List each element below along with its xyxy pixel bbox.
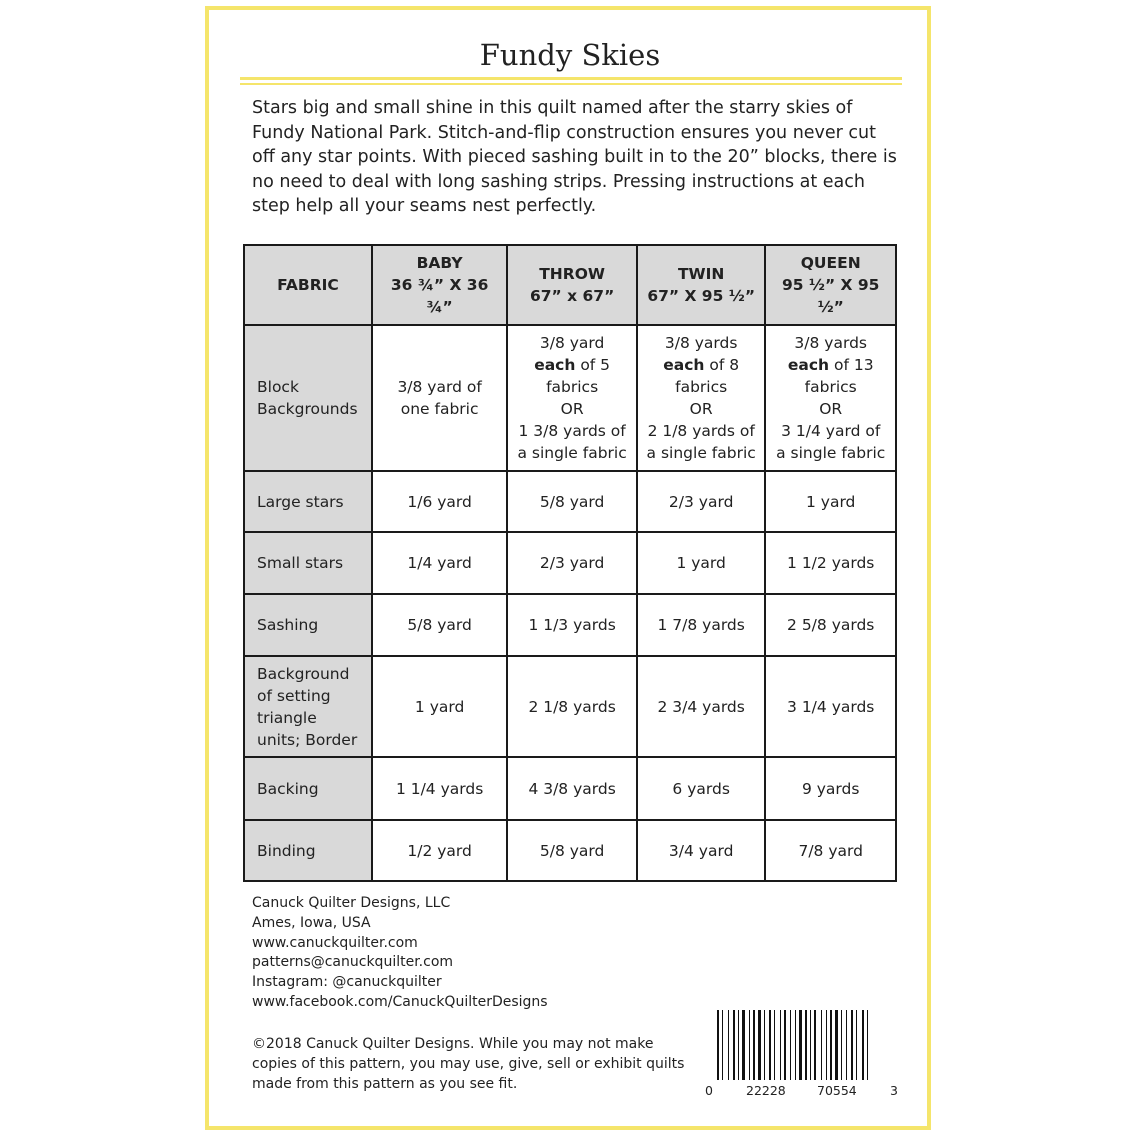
barcode-bar bbox=[769, 1010, 771, 1080]
row-label-block-backgrounds: Block Backgrounds bbox=[244, 325, 372, 471]
intro-paragraph: Stars big and small shine in this quilt named after the starry skies of Fundy National Park. Stitch-and-flip construction ensures you never cut off any star points. With pieced sashing built in to the 20” blocks, there is no need to deal with long sashing strips. Pressing instructions at each step help all your seams nest perfectly. bbox=[252, 98, 897, 216]
barcode-bar bbox=[717, 1010, 719, 1080]
cell-baby: 1 yard bbox=[372, 656, 507, 757]
barcode-bar bbox=[742, 1010, 745, 1080]
cell-queen: 3/8 yards each of 13 fabrics OR 3 1/4 yard of a single fabric bbox=[765, 325, 896, 471]
table-row bbox=[244, 656, 896, 757]
barcode-bar bbox=[867, 1010, 868, 1080]
copyright-notice: ©2018 Canuck Quilter Designs. While you may not make copies of this pattern, you may use, give, sell or exhibit quilts made from this pattern as you see fit. bbox=[252, 1036, 685, 1092]
barcode-bar bbox=[851, 1010, 853, 1080]
cell-baby: 1/2 yard bbox=[372, 820, 507, 881]
facebook-link[interactable]: www.facebook.com/CanuckQuilterDesigns bbox=[252, 993, 548, 1010]
fabric-requirements-table bbox=[243, 244, 897, 882]
barcode-bar bbox=[758, 1010, 761, 1080]
company-location: Ames, Iowa, USA bbox=[252, 914, 371, 931]
row-label: Backing bbox=[244, 757, 372, 820]
row-label: Large stars bbox=[244, 471, 372, 532]
header-twin: TWIN 67” X 95 ½” bbox=[637, 245, 766, 325]
barcode-bar bbox=[728, 1010, 729, 1080]
barcode-bar bbox=[790, 1010, 791, 1080]
barcode-bar bbox=[805, 1010, 807, 1080]
cell-queen: 1 1/2 yards bbox=[765, 532, 896, 594]
barcode-bar bbox=[795, 1010, 796, 1080]
barcode-digit-check: 3 bbox=[890, 1083, 898, 1098]
barcode-digits-right: 70554 bbox=[817, 1083, 857, 1098]
barcode-bar bbox=[764, 1010, 765, 1080]
barcode-bar bbox=[753, 1010, 755, 1080]
barcode-bar bbox=[749, 1010, 750, 1080]
barcode-bar bbox=[830, 1010, 832, 1080]
cell-throw: 2/3 yard bbox=[507, 532, 637, 594]
cell-twin: 3/8 yards each of 8 fabrics OR 2 1/8 yards of a single fabric bbox=[637, 325, 766, 471]
barcode-bar bbox=[780, 1010, 781, 1080]
cell-queen: 2 5/8 yards bbox=[765, 594, 896, 656]
table-row bbox=[244, 325, 896, 471]
barcode-digit-prefix: 0 bbox=[705, 1083, 713, 1098]
cell-baby: 1 1/4 yards bbox=[372, 757, 507, 820]
cell-queen: 9 yards bbox=[765, 757, 896, 820]
cell-twin: 1 yard bbox=[637, 532, 766, 594]
barcode-bar bbox=[814, 1010, 816, 1080]
barcode-bar bbox=[821, 1010, 822, 1080]
contact-block bbox=[252, 894, 548, 1013]
barcode-bar bbox=[826, 1010, 827, 1080]
cell-baby: 1/6 yard bbox=[372, 471, 507, 532]
barcode-bar bbox=[738, 1010, 739, 1080]
header-baby: BABY 36 ¾” X 36 ¾” bbox=[372, 245, 507, 325]
cell-throw: 3/8 yard each of 5 fabrics OR 1 3/8 yards of a single fabric bbox=[507, 325, 637, 471]
barcode-bar bbox=[722, 1010, 723, 1080]
barcode-digits-left: 22228 bbox=[746, 1083, 786, 1098]
website-link[interactable]: www.canuckquilter.com bbox=[252, 934, 418, 951]
header-queen: QUEEN 95 ½” X 95 ½” bbox=[765, 245, 896, 325]
cell-twin: 2/3 yard bbox=[637, 471, 766, 532]
barcode-bar bbox=[774, 1010, 775, 1080]
cell-throw: 4 3/8 yards bbox=[507, 757, 637, 820]
cell-queen: 7/8 yard bbox=[765, 820, 896, 881]
barcode-bar bbox=[733, 1010, 735, 1080]
cell-twin: 2 3/4 yards bbox=[637, 656, 766, 757]
cell-baby: 1/4 yard bbox=[372, 532, 507, 594]
barcode-bar bbox=[841, 1010, 842, 1080]
barcode-bar bbox=[846, 1010, 847, 1080]
page-title: Fundy Skies bbox=[479, 38, 661, 72]
barcode-bar bbox=[799, 1010, 802, 1080]
header-fabric: FABRIC bbox=[244, 245, 372, 325]
cell-twin: 6 yards bbox=[637, 757, 766, 820]
row-label: Binding bbox=[244, 820, 372, 881]
barcode-bar bbox=[856, 1010, 857, 1080]
barcode bbox=[705, 1008, 900, 1103]
header-throw: THROW 67” x 67” bbox=[507, 245, 637, 325]
table-header-row bbox=[244, 245, 896, 325]
cell-throw: 1 1/3 yards bbox=[507, 594, 637, 656]
title-rule bbox=[240, 77, 902, 85]
table-row bbox=[244, 594, 896, 656]
barcode-bar bbox=[810, 1010, 811, 1080]
cell-throw: 5/8 yard bbox=[507, 820, 637, 881]
email-link[interactable]: patterns@canuckquilter.com bbox=[252, 954, 454, 971]
cell-throw: 2 1/8 yards bbox=[507, 656, 637, 757]
barcode-bar bbox=[784, 1010, 786, 1080]
row-label: Sashing bbox=[244, 594, 372, 656]
row-label: Background of setting triangle units; Border bbox=[244, 656, 372, 757]
instagram-handle[interactable]: Instagram: @canuckquilter bbox=[252, 974, 442, 991]
table-row bbox=[244, 757, 896, 820]
table-row bbox=[244, 820, 896, 881]
cell-twin: 3/4 yard bbox=[637, 820, 766, 881]
cell-queen: 3 1/4 yards bbox=[765, 656, 896, 757]
barcode-bar bbox=[835, 1010, 838, 1080]
cell-throw: 5/8 yard bbox=[507, 471, 637, 532]
barcode-bar bbox=[862, 1010, 864, 1080]
cell-baby: 3/8 yard of one fabric bbox=[372, 325, 507, 471]
cell-twin: 1 7/8 yards bbox=[637, 594, 766, 656]
cell-baby: 5/8 yard bbox=[372, 594, 507, 656]
table-row bbox=[244, 471, 896, 532]
cell-queen: 1 yard bbox=[765, 471, 896, 532]
company-name: Canuck Quilter Designs, LLC bbox=[252, 895, 451, 911]
table-row bbox=[244, 532, 896, 594]
row-label: Small stars bbox=[244, 532, 372, 594]
barcode-bars bbox=[705, 1008, 900, 1103]
